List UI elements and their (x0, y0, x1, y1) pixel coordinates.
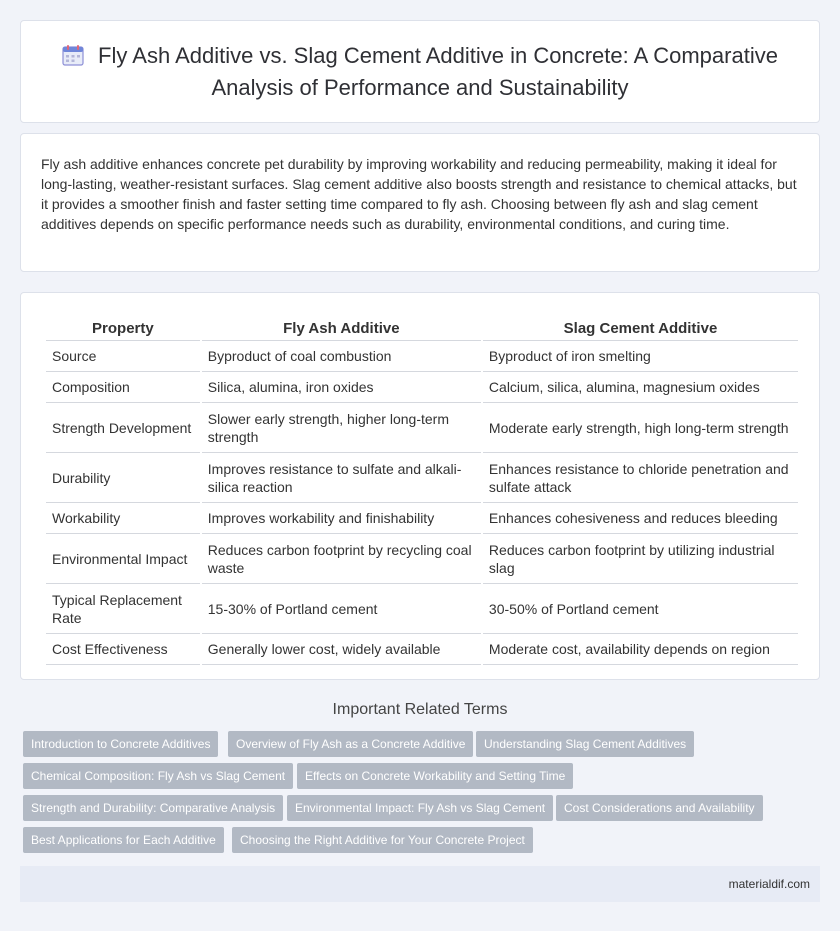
table-row (46, 403, 798, 453)
table-row (46, 372, 798, 403)
table-cell: Typical Replacement Rate (46, 584, 200, 634)
page-title-text: Fly Ash Additive vs. Slag Cement Additive in Concrete: A Comparative Analysis of Performance and Sustainability (98, 43, 778, 100)
table-cell: Workability (46, 503, 200, 534)
table-cell: 30-50% of Portland cement (483, 584, 798, 634)
table-row (46, 534, 798, 584)
table-cell: Cost Effectiveness (46, 634, 200, 665)
header-slag-cement: Slag Cement Additive (483, 313, 798, 341)
table-row (46, 634, 798, 665)
table-row (46, 584, 798, 634)
table-cell: Silica, alumina, iron oxides (202, 372, 481, 403)
header-property: Property (46, 313, 200, 341)
table-cell: Moderate cost, availability depends on region (483, 634, 798, 665)
table-row (46, 453, 798, 503)
table-cell: Enhances resistance to chloride penetration and sulfate attack (483, 453, 798, 503)
table-cell: Strength Development (46, 403, 200, 453)
table-cell: Slower early strength, higher long-term strength (202, 403, 481, 453)
table-header-row (46, 313, 798, 341)
related-term-link[interactable]: Effects on Concrete Workability and Setting Time (297, 763, 573, 789)
table-cell: Moderate early strength, high long-term strength (483, 403, 798, 453)
related-term-link[interactable]: Strength and Durability: Comparative Analysis (23, 795, 283, 821)
table-cell: Calcium, silica, alumina, magnesium oxides (483, 372, 798, 403)
table-row (46, 503, 798, 534)
comparison-table (44, 313, 800, 665)
related-term-link[interactable]: Best Applications for Each Additive (23, 827, 224, 853)
calendar-icon (62, 44, 84, 73)
table-cell: Improves resistance to sulfate and alkali-silica reaction (202, 453, 481, 503)
table-cell: Durability (46, 453, 200, 503)
table-row (46, 341, 798, 372)
related-term-link[interactable]: Chemical Composition: Fly Ash vs Slag Cement (23, 763, 293, 789)
table-cell: Enhances cohesiveness and reduces bleeding (483, 503, 798, 534)
table-cell: Byproduct of iron smelting (483, 341, 798, 372)
page-title (21, 41, 819, 102)
title-card (20, 20, 820, 123)
footer-site-link[interactable]: materialdif.com (728, 877, 810, 891)
table-cell: Environmental Impact (46, 534, 200, 584)
table-cell: Improves workability and finishability (202, 503, 481, 534)
related-term-link[interactable]: Environmental Impact: Fly Ash vs Slag Cement (287, 795, 553, 821)
table-cell: Generally lower cost, widely available (202, 634, 481, 665)
related-terms-section (0, 700, 840, 847)
table-cell: Reduces carbon footprint by utilizing industrial slag (483, 534, 798, 584)
comparison-table-card (20, 292, 820, 680)
summary-card (20, 133, 820, 272)
table-cell: Source (46, 341, 200, 372)
table-cell: Byproduct of coal combustion (202, 341, 481, 372)
related-term-link[interactable]: Overview of Fly Ash as a Concrete Additive (228, 731, 473, 757)
table-cell: Reduces carbon footprint by recycling coal waste (202, 534, 481, 584)
related-term-link[interactable]: Cost Considerations and Availability (556, 795, 763, 821)
summary-text: Fly ash additive enhances concrete pet durability by improving workability and reducing permeability, making it ideal for long-lasting, weather-resistant surfaces. Slag cement additive also boosts strength and resistance to chemical attacks, but it provides a smoother finish and faster setting time compared to fly ash. Choosing between fly ash and slag cement additives depends on specific performance needs such as durability, environmental conditions, and curing time. (41, 156, 797, 232)
table-cell: Composition (46, 372, 200, 403)
related-terms-title: Important Related Terms (332, 701, 508, 718)
related-term-link[interactable]: Understanding Slag Cement Additives (476, 731, 694, 757)
related-term-link[interactable]: Choosing the Right Additive for Your Concrete Project (232, 827, 533, 853)
footer (20, 866, 820, 902)
related-term-link[interactable]: Introduction to Concrete Additives (23, 731, 218, 757)
header-fly-ash: Fly Ash Additive (202, 313, 481, 341)
table-cell: 15-30% of Portland cement (202, 584, 481, 634)
